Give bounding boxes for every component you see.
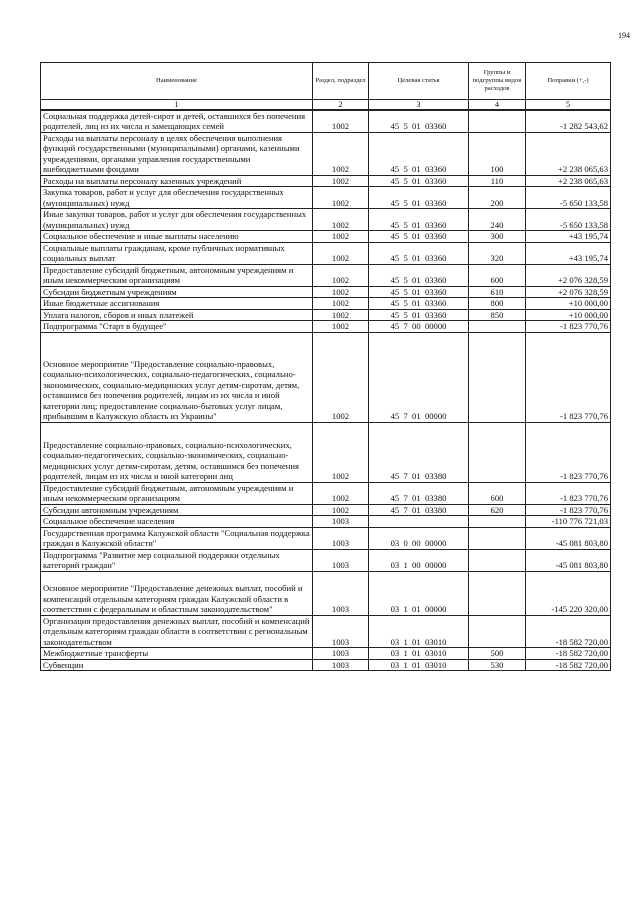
- row-target-cell: 03 1 01 03010: [369, 615, 469, 647]
- column-number-row: [41, 100, 611, 111]
- row-section-cell: 1002: [313, 298, 369, 309]
- row-name-cell: Подпрограмма "Развитие мер социальной поддержки отдельных категорий граждан": [41, 549, 313, 571]
- row-section-cell: 1002: [313, 504, 369, 515]
- row-amount-cell: -1 823 770,76: [526, 482, 611, 504]
- row-amount-cell: -45 081 803,80: [526, 549, 611, 571]
- row-name-cell: Организация предоставления денежных выплат, пособий и компенсаций отдельным категориям граждан области в соответствии с региональным законодательством: [41, 615, 313, 647]
- row-section-cell: 1002: [313, 175, 369, 186]
- row-amount-cell: -1 282 543,62: [526, 110, 611, 132]
- page-number: 194: [618, 31, 630, 40]
- column-number: 5: [526, 100, 611, 111]
- row-group-cell: 850: [469, 309, 526, 320]
- table-row: [41, 648, 611, 659]
- row-target-cell: 03 1 01 03010: [369, 659, 469, 670]
- row-group-cell: 240: [469, 209, 526, 231]
- row-section-cell: 1002: [313, 132, 369, 175]
- table-row: [41, 187, 611, 209]
- row-group-cell: 500: [469, 648, 526, 659]
- table-row: [41, 175, 611, 186]
- row-name-cell: Уплата налогов, сборов и иных платежей: [41, 309, 313, 320]
- row-section-cell: 1003: [313, 549, 369, 571]
- table-row: [41, 482, 611, 504]
- row-amount-cell: +43 195,74: [526, 242, 611, 264]
- row-group-cell: 620: [469, 504, 526, 515]
- row-amount-cell: -145 220 320,00: [526, 571, 611, 615]
- row-amount-cell: +2 238 065,63: [526, 175, 611, 186]
- row-name-cell: Подпрограмма "Старт в будущее": [41, 321, 313, 332]
- table-row: [41, 332, 611, 422]
- row-target-cell: 45 7 00 00000: [369, 321, 469, 332]
- table-row: [41, 659, 611, 670]
- table-body: [41, 110, 611, 670]
- row-target-cell: 45 5 01 03360: [369, 298, 469, 309]
- row-section-cell: 1003: [313, 527, 369, 549]
- row-section-cell: 1002: [313, 110, 369, 132]
- row-name-cell: Субвенции: [41, 659, 313, 670]
- row-target-cell: 45 7 01 03380: [369, 482, 469, 504]
- row-group-cell: [469, 527, 526, 549]
- row-section-cell: 1002: [313, 209, 369, 231]
- row-group-cell: 600: [469, 264, 526, 286]
- row-amount-cell: -5 650 133,58: [526, 187, 611, 209]
- column-number: 3: [369, 100, 469, 111]
- row-amount-cell: -5 650 133,58: [526, 209, 611, 231]
- row-amount-cell: +2 076 328,59: [526, 286, 611, 297]
- table-row: [41, 286, 611, 297]
- row-name-cell: Социальная поддержка детей-сирот и детей, оставшихся без попечения родителей, лиц из их числа и замещающих семей: [41, 110, 313, 132]
- table-row: [41, 615, 611, 647]
- row-group-cell: 530: [469, 659, 526, 670]
- row-amount-cell: -1 823 770,76: [526, 321, 611, 332]
- header-row: [41, 63, 611, 100]
- row-group-cell: [469, 332, 526, 422]
- header-group: Группы и подгруппы видов расходов: [469, 63, 526, 100]
- row-amount-cell: -1 823 770,76: [526, 504, 611, 515]
- row-target-cell: 45 5 01 03360: [369, 309, 469, 320]
- table-row: [41, 309, 611, 320]
- row-group-cell: [469, 615, 526, 647]
- row-amount-cell: +2 076 328,59: [526, 264, 611, 286]
- row-target-cell: 03 0 00 00000: [369, 527, 469, 549]
- table-row: [41, 516, 611, 527]
- table-row: [41, 264, 611, 286]
- row-name-cell: Расходы на выплаты персоналу в целях обеспечения выполнения функций государственными (муниципальными) органами, казенными учреждениями, органами управления государственными внебюджетными фондами: [41, 132, 313, 175]
- row-group-cell: 110: [469, 175, 526, 186]
- row-section-cell: 1002: [313, 187, 369, 209]
- column-number: 4: [469, 100, 526, 111]
- row-target-cell: [369, 516, 469, 527]
- table-row: [41, 209, 611, 231]
- row-target-cell: 45 5 01 03360: [369, 187, 469, 209]
- row-name-cell: Иные бюджетные ассигнования: [41, 298, 313, 309]
- row-amount-cell: -45 081 803,80: [526, 527, 611, 549]
- row-amount-cell: -110 776 721,03: [526, 516, 611, 527]
- row-section-cell: 1002: [313, 321, 369, 332]
- row-section-cell: 1003: [313, 516, 369, 527]
- header-section: Раздел, подраздел: [313, 63, 369, 100]
- row-name-cell: Предоставление субсидий бюджетным, автономным учреждениям и иным некоммерческим организациям: [41, 264, 313, 286]
- row-target-cell: 03 1 00 00000: [369, 549, 469, 571]
- row-section-cell: 1002: [313, 422, 369, 482]
- row-name-cell: Предоставление социально-правовых, социально-психологических, социально-педагогических, социально-экономических, социально-медицинских услуг детям-сиротам, детям, оставшимся без попечения родителей, лицам из их числа и иной категории лиц: [41, 422, 313, 482]
- row-name-cell: Основное мероприятие "Предоставление социально-правовых, социально-психологических, социально-педагогических, социально-экономических, социально-медицинских услуг детям-сиротам, детям, оставшимся без попечения родителей, лицам из их числа и иной категории лиц; предоставление социально-бытовых услуг лицам, прибывшим в Калужскую область из Украины": [41, 332, 313, 422]
- row-target-cell: 45 5 01 03360: [369, 242, 469, 264]
- table-row: [41, 422, 611, 482]
- row-group-cell: 300: [469, 231, 526, 242]
- row-name-cell: Социальное обеспечение и иные выплаты населению: [41, 231, 313, 242]
- table-row: [41, 110, 611, 132]
- row-amount-cell: -1 823 770,76: [526, 332, 611, 422]
- row-group-cell: [469, 571, 526, 615]
- row-section-cell: 1003: [313, 659, 369, 670]
- row-group-cell: 800: [469, 298, 526, 309]
- row-name-cell: Закупка товаров, работ и услуг для обеспечения государственных (муниципальных) нужд: [41, 187, 313, 209]
- row-group-cell: 610: [469, 286, 526, 297]
- row-name-cell: Субсидии бюджетным учреждениям: [41, 286, 313, 297]
- row-target-cell: 45 5 01 03360: [369, 286, 469, 297]
- row-target-cell: 45 5 01 03360: [369, 264, 469, 286]
- row-target-cell: 45 5 01 03360: [369, 209, 469, 231]
- row-amount-cell: +43 195,74: [526, 231, 611, 242]
- row-group-cell: [469, 110, 526, 132]
- row-target-cell: 45 5 01 03360: [369, 110, 469, 132]
- row-section-cell: 1002: [313, 482, 369, 504]
- row-amount-cell: +10 000,00: [526, 309, 611, 320]
- row-target-cell: 45 7 01 00000: [369, 332, 469, 422]
- row-name-cell: Социальное обеспечение населения: [41, 516, 313, 527]
- table-row: [41, 504, 611, 515]
- column-number: 2: [313, 100, 369, 111]
- row-group-cell: [469, 549, 526, 571]
- table-row: [41, 321, 611, 332]
- table-row: [41, 242, 611, 264]
- row-target-cell: 03 1 01 03010: [369, 648, 469, 659]
- row-amount-cell: -18 582 720,00: [526, 615, 611, 647]
- row-section-cell: 1002: [313, 309, 369, 320]
- budget-amendments-table: [40, 62, 611, 671]
- header-target: Целевая статья: [369, 63, 469, 100]
- row-amount-cell: +2 238 065,63: [526, 132, 611, 175]
- row-name-cell: Предоставление субсидий бюджетным, автономным учреждениям и иным некоммерческим организациям: [41, 482, 313, 504]
- row-section-cell: 1002: [313, 242, 369, 264]
- row-name-cell: Расходы на выплаты персоналу казенных учреждений: [41, 175, 313, 186]
- row-target-cell: 45 5 01 03360: [369, 175, 469, 186]
- column-number: 1: [41, 100, 313, 111]
- row-section-cell: 1003: [313, 615, 369, 647]
- row-name-cell: Основное мероприятие "Предоставление денежных выплат, пособий и компенсаций отдельным категориям граждан Калужской области в соответствии с федеральным и областным законодательством": [41, 571, 313, 615]
- row-group-cell: 200: [469, 187, 526, 209]
- row-section-cell: 1003: [313, 648, 369, 659]
- row-target-cell: 45 7 01 03380: [369, 504, 469, 515]
- table-row: [41, 298, 611, 309]
- row-name-cell: Межбюджетные трансферты: [41, 648, 313, 659]
- row-section-cell: 1003: [313, 571, 369, 615]
- header-amendment: Поправки (+,-): [526, 63, 611, 100]
- row-name-cell: Иные закупки товаров, работ и услуг для обеспечения государственных (муниципальных) нужд: [41, 209, 313, 231]
- row-section-cell: 1002: [313, 332, 369, 422]
- row-name-cell: Государственная программа Калужской области "Социальная поддержка граждан в Калужской области": [41, 527, 313, 549]
- row-section-cell: 1002: [313, 231, 369, 242]
- row-group-cell: 100: [469, 132, 526, 175]
- row-group-cell: [469, 516, 526, 527]
- row-amount-cell: +10 000,00: [526, 298, 611, 309]
- row-name-cell: Социальные выплаты гражданам, кроме публичных нормативных социальных выплат: [41, 242, 313, 264]
- row-group-cell: 600: [469, 482, 526, 504]
- row-amount-cell: -1 823 770,76: [526, 422, 611, 482]
- row-target-cell: 03 1 01 00000: [369, 571, 469, 615]
- row-amount-cell: -18 582 720,00: [526, 659, 611, 670]
- row-amount-cell: -18 582 720,00: [526, 648, 611, 659]
- row-group-cell: [469, 321, 526, 332]
- table-row: [41, 549, 611, 571]
- table-row: [41, 231, 611, 242]
- row-group-cell: 320: [469, 242, 526, 264]
- row-name-cell: Субсидии автономным учреждениям: [41, 504, 313, 515]
- table-row: [41, 527, 611, 549]
- row-target-cell: 45 5 01 03360: [369, 231, 469, 242]
- row-target-cell: 45 7 01 03380: [369, 422, 469, 482]
- table-row: [41, 132, 611, 175]
- row-group-cell: [469, 422, 526, 482]
- header-name: Наименование: [41, 63, 313, 100]
- table-row: [41, 571, 611, 615]
- row-target-cell: 45 5 01 03360: [369, 132, 469, 175]
- row-section-cell: 1002: [313, 286, 369, 297]
- row-section-cell: 1002: [313, 264, 369, 286]
